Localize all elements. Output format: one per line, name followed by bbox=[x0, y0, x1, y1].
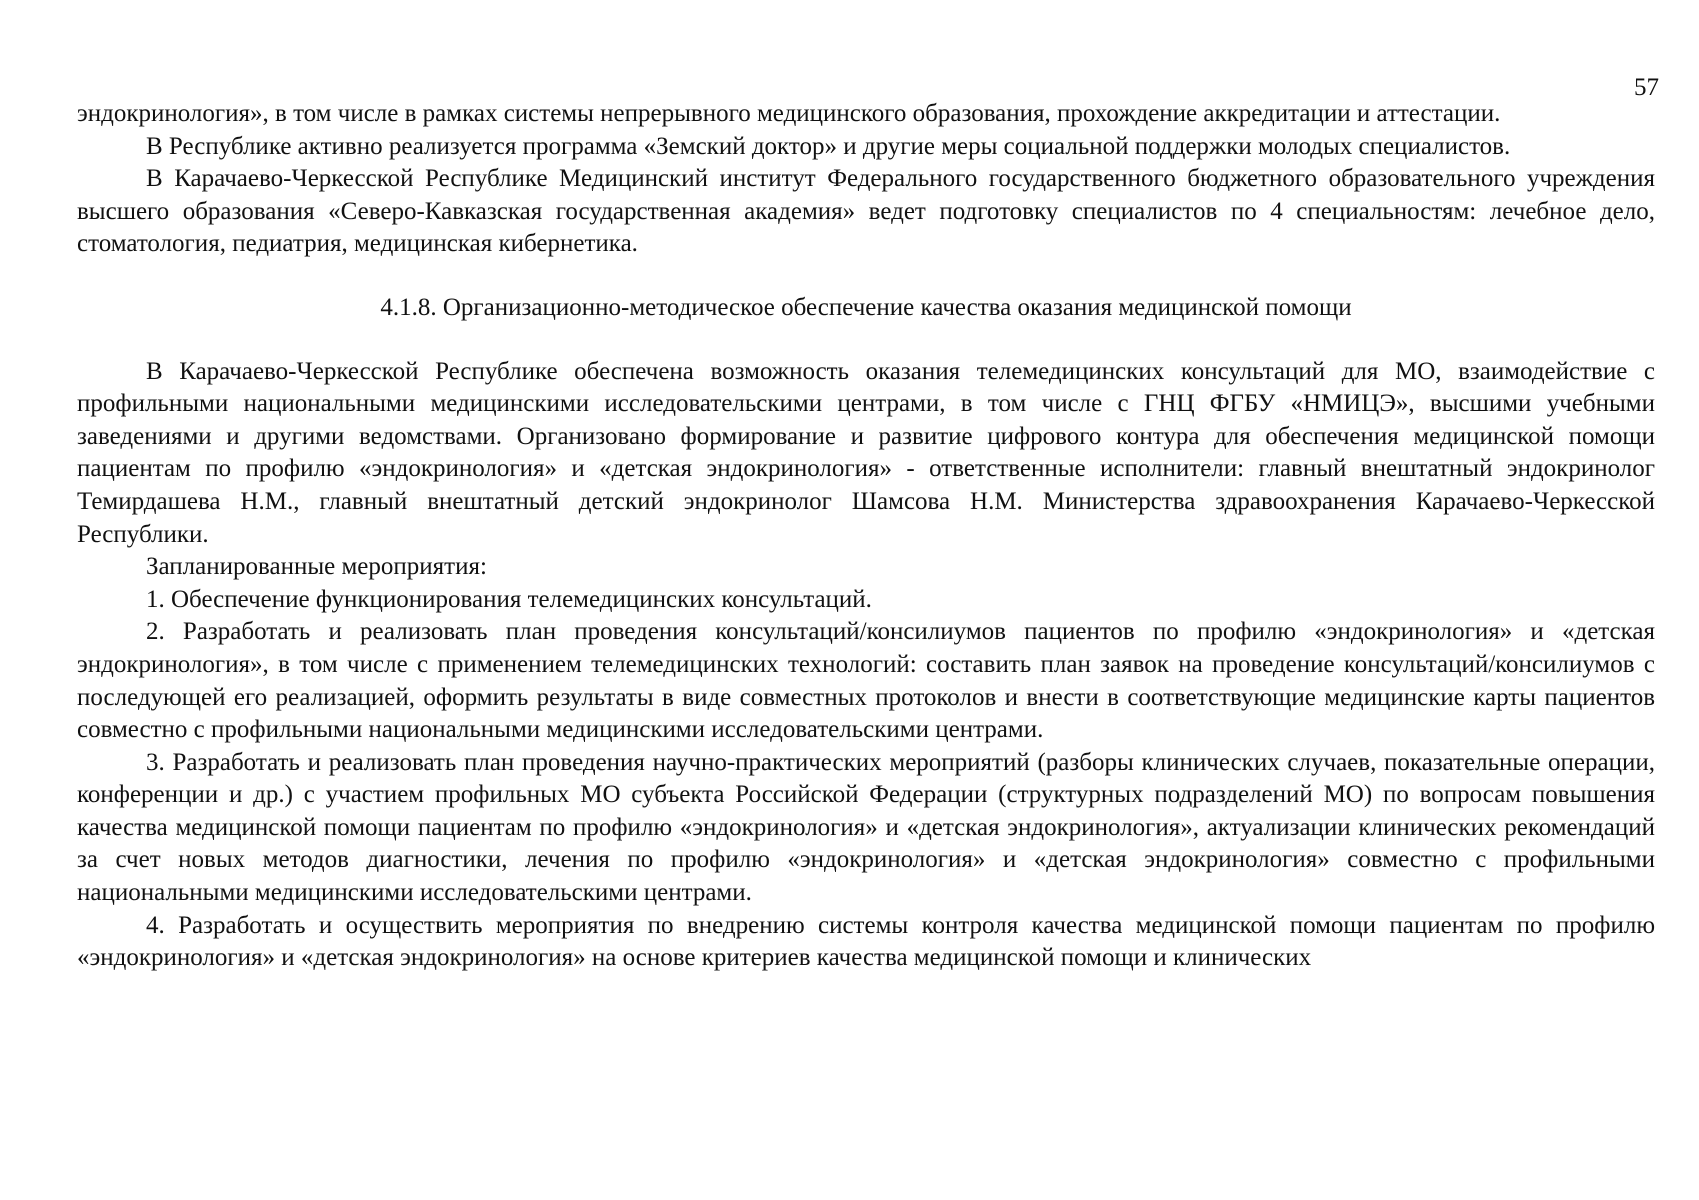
paragraph-medical-institute: В Карачаево-Черкесской Республике Медицинский институт Федерального государственного бюджетного образовательного учреждения высшего образования «Северо-Кавказская государственная академия» ведет подготовку специалистов по 4 специальностям: лечебное дело, стоматология, педиатрия, медицинская кибернетика. bbox=[77, 165, 1655, 258]
paragraph-telemedicine: В Карачаево-Черкесской Республике обеспечена возможность оказания телемедицинских консультаций для МО, взаимодействие с профильными национальными медицинскими исследовательскими центрами, в том числе с ГНЦ ФГБУ «НМИЦЭ», высшими учебными заведениями и другими ведомствами. Организовано формирование и развитие цифрового контура для обеспечения медицинской помощи пациентам по профилю «эндокринология» и «детская эндокринология» - ответственные исполнители: главный внештатный эндокринолог Темирдашева Н.М., главный внештатный детский эндокринолог Шамсова Н.М. Министерства здравоохранения Карачаево-Черкесской Республики. bbox=[77, 357, 1655, 548]
paragraph-continuation: эндокринология», в том числе в рамках системы непрерывного медицинского образования, прохождение аккредитации и аттестации. bbox=[77, 100, 1501, 127]
list-item-3: 3. Разработать и реализовать план проведения научно-практических мероприятий (разборы клинических случаев, показательные операции, конференции и др.) с участием профильных МО субъекта Российской Федерации (структурных подразделений МО) по вопросам повышения качества медицинской помощи пациентам по профилю «эндокринология» и «детская эндокринология», актуализации клинических рекомендаций за счет новых методов диагностики, лечения по профилю «эндокринология» и «детская эндокринология» совместно с профильными национальными медицинскими исследовательскими центрами. bbox=[77, 748, 1655, 907]
section-heading: 4.1.8. Организационно-методическое обеспечение качества оказания медицинской помощи bbox=[380, 293, 1352, 321]
page-content bbox=[77, 98, 1655, 975]
page-number: 57 bbox=[1634, 74, 1659, 101]
paragraph-planned-events-title: Запланированные мероприятия: bbox=[146, 553, 487, 581]
list-item-4: 4. Разработать и осуществить мероприятия по внедрению системы контроля качества медицинской помощи пациентам по профилю «эндокринология» и «детская эндокринология» на основе критериев качества медицинской помощи и клинических bbox=[77, 911, 1655, 972]
list-item-1: 1. Обеспечение функционирования телемедицинских консультаций. bbox=[146, 585, 872, 613]
paragraph-zemsky-doctor: В Республике активно реализуется программа «Земский доктор» и другие меры социальной поддержки молодых специалистов. bbox=[146, 132, 1511, 160]
list-item-2: 2. Разработать и реализовать план проведения консультаций/консилиумов пациентов по профилю «эндокринология» и «детская эндокринология», в том числе с применением телемедицинских технологий: составить план заявок на проведение консультаций/консилиумов с последующей его реализацией, оформить результаты в виде совместных протоколов и внести в соответствующие медицинские карты пациентов совместно с профильными национальными медицинскими исследовательскими центрами. bbox=[77, 618, 1655, 744]
